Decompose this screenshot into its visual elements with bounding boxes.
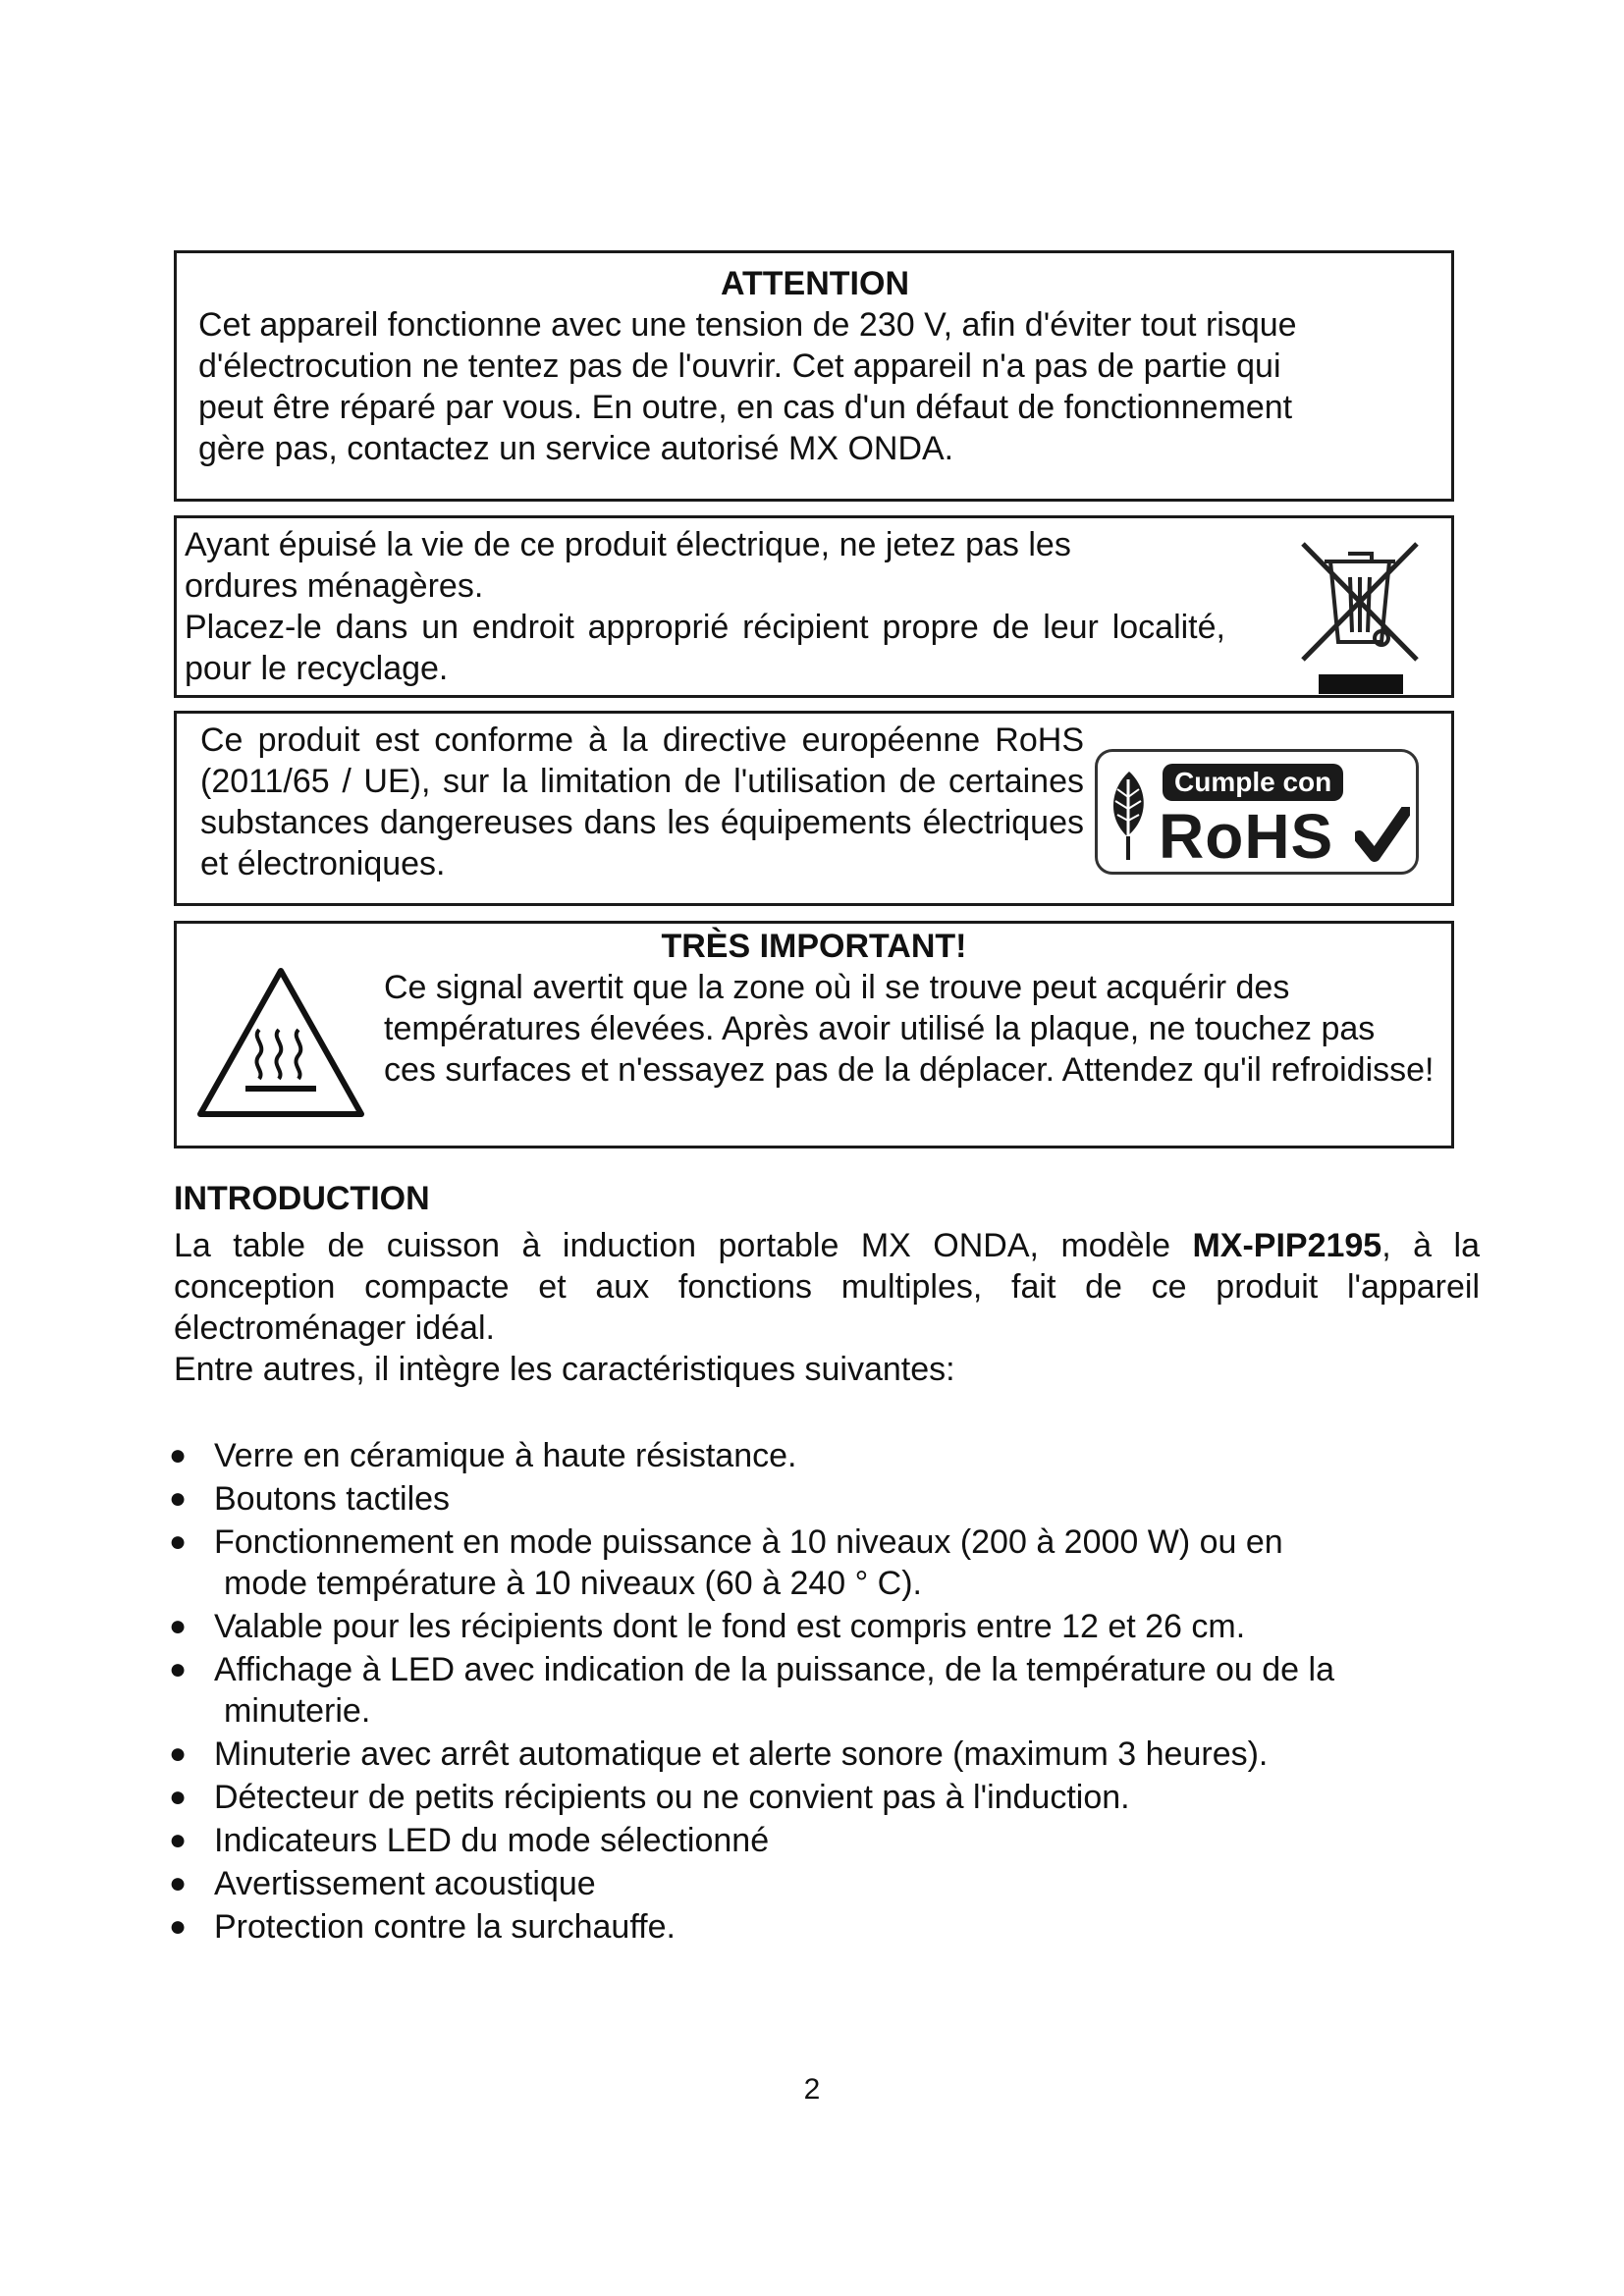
check-icon: [1355, 807, 1410, 864]
attention-box: [174, 250, 1454, 502]
weee-text-1: Ayant épuisé la vie de ce produit électrique, ne jetez pas les ordures ménagères.: [185, 526, 1071, 605]
feature-text: Détecteur de petits récipients ou ne convient pas à l'induction.: [214, 1779, 1130, 1816]
introduction-title: INTRODUCTION: [174, 1180, 430, 1217]
list-item: [169, 1606, 1475, 1647]
feature-text: Indicateurs LED du mode sélectionné: [214, 1822, 770, 1859]
feature-text: Boutons tactiles: [214, 1480, 451, 1518]
bullet-icon: ●: [169, 1653, 188, 1685]
feature-text: Fonctionnement en mode puissance à 10 niveaux (200 à 2000 W) ou en: [214, 1523, 1283, 1561]
hot-surface-warning-icon: [194, 965, 367, 1122]
bullet-icon: ●: [169, 1781, 188, 1813]
feature-text: Avertissement acoustique: [214, 1865, 596, 1902]
page-number: 2: [803, 2073, 821, 2106]
bullet-icon: ●: [169, 1610, 188, 1642]
important-text: Ce signal avertit que la zone où il se trouve peut acquérir des températures élevées. Après avoir utilisé la plaque, ne touchez pas ces surfaces et n'essayez pas de la déplacer. Attendez qu'il refroidisse!: [384, 969, 1435, 1089]
attention-line: Cet appareil fonctionne avec une tension de 230 V, afin d'éviter tout risque: [198, 306, 1297, 344]
attention-line: d'électrocution ne tentez pas de l'ouvrir. Cet appareil n'a pas de partie qui: [198, 347, 1281, 385]
leaf-icon: [1106, 768, 1153, 862]
feature-text: Minuterie avec arrêt automatique et alerte sonore (maximum 3 heures).: [214, 1735, 1269, 1773]
introduction-text-after: , à la conception compacte et aux fonctions multiples, fait de ce produit l'appareil électroménager idéal.: [174, 1227, 1480, 1347]
bullet-icon: ●: [169, 1737, 188, 1770]
important-title: TRÈS IMPORTANT!: [661, 928, 967, 965]
attention-line: peut être réparé par vous. En outre, en cas d'un défaut de fonctionnement: [198, 389, 1293, 426]
introduction-features-lead: Entre autres, il intègre les caractéristiques suivantes:: [174, 1351, 955, 1388]
list-item: [169, 1478, 1475, 1520]
rohs-box: [174, 711, 1454, 906]
introduction-paragraph: [174, 1225, 1480, 1349]
crossed-out-wheelie-bin-icon: [1291, 532, 1429, 694]
bullet-icon: ●: [169, 1824, 188, 1856]
list-item: [169, 1734, 1475, 1775]
introduction-body: [174, 1225, 1480, 1390]
feature-text: Protection contre la surchauffe.: [214, 1908, 676, 1946]
rohs-text: Ce produit est conforme à la directive européenne RoHS (2011/65 / UE), sur la limitation de l'utilisation de certaines substances dangereuses dans les équipements électriques et électroniques.: [200, 721, 1084, 882]
feature-text: Affichage à LED avec indication de la puissance, de la température ou de la: [214, 1651, 1334, 1688]
bullet-icon: ●: [169, 1482, 188, 1515]
feature-text-continued: minuterie.: [224, 1692, 371, 1730]
feature-text: Verre en céramique à haute résistance.: [214, 1437, 797, 1474]
attention-title: ATTENTION: [720, 265, 909, 302]
bullet-icon: ●: [169, 1867, 188, 1899]
features-list: [169, 1435, 1475, 1949]
list-item: [169, 1906, 1475, 1948]
bullet-icon: ●: [169, 1525, 188, 1558]
introduction-text-before: La table de cuisson à induction portable MX ONDA, modèle: [174, 1227, 1193, 1264]
list-item: [169, 1820, 1475, 1861]
rohs-logo-main-label: RoHS: [1159, 801, 1334, 872]
rohs-logo-top-label: Cumple con: [1163, 764, 1343, 801]
list-item: [169, 1863, 1475, 1904]
important-box: [174, 921, 1454, 1148]
rohs-logo: [1095, 749, 1419, 875]
model-number: MX-PIP2195: [1192, 1227, 1382, 1264]
weee-text-2: Placez-le dans un endroit approprié récipient propre de leur localité, pour le recyclage.: [185, 609, 1225, 687]
feature-text: Valable pour les récipients dont le fond est compris entre 12 et 26 cm.: [214, 1608, 1246, 1645]
list-item: [169, 1777, 1475, 1818]
bullet-icon: ●: [169, 1439, 188, 1471]
feature-text-continued: mode température à 10 niveaux (60 à 240 ° C).: [224, 1565, 922, 1602]
list-item: [169, 1522, 1475, 1604]
attention-line: gère pas, contactez un service autorisé MX ONDA.: [198, 430, 954, 467]
weee-box: [174, 515, 1454, 698]
list-item: [169, 1649, 1475, 1732]
bullet-icon: ●: [169, 1910, 188, 1943]
list-item: [169, 1435, 1475, 1476]
